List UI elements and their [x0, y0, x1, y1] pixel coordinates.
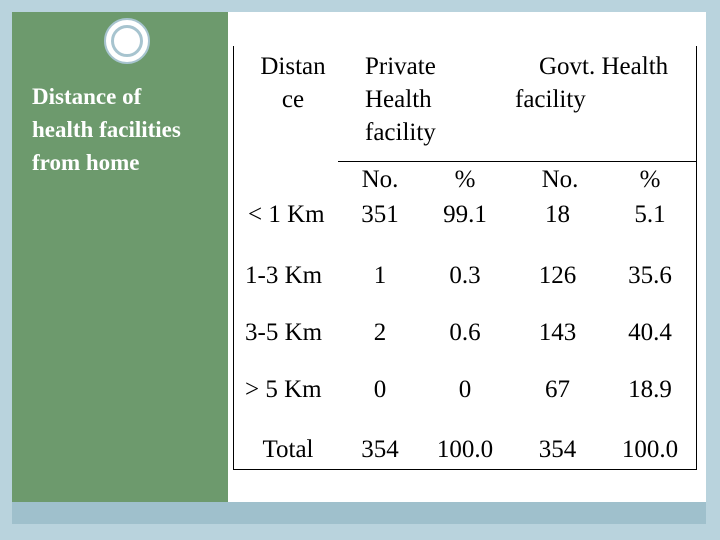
- header-private-line: facility: [365, 119, 436, 146]
- table-row-govt-pct: 40.4: [628, 319, 672, 346]
- header-govt: [515, 50, 695, 116]
- table-row-govt-pct: 100.0: [621, 436, 679, 463]
- subheader-govt-pct: %: [639, 166, 661, 193]
- subheader-private-no: No.: [361, 166, 399, 193]
- header-distance-line: ce: [281, 86, 305, 113]
- table-row-govt-pct: 5.1: [634, 201, 666, 228]
- table-row-distance: 3-5 Km: [245, 319, 323, 346]
- subheader-private-pct: %: [454, 166, 476, 193]
- table-row-govt-no: 67: [545, 376, 570, 403]
- table-row-private-pct: 0: [458, 376, 472, 403]
- table-row-distance: < 1 Km: [248, 201, 325, 228]
- sidebar-title-line: from home: [32, 150, 140, 175]
- table-row-distance: > 5 Km: [245, 376, 322, 403]
- header-private: [365, 50, 465, 149]
- table-row-private-pct: 0.6: [449, 319, 481, 346]
- table-row-govt-pct: 35.6: [628, 262, 672, 289]
- bottom-strip: [12, 502, 706, 524]
- sidebar-title-line: health facilities: [32, 117, 181, 142]
- header-divider: [338, 161, 697, 162]
- table-row-private-no: 2: [373, 319, 387, 346]
- subheader-govt-no: No.: [541, 166, 579, 193]
- header-distance-line: Distan: [260, 53, 326, 80]
- table-row-private-pct: 0.3: [449, 262, 481, 289]
- circle-ring-icon: [104, 18, 150, 64]
- header-distance: [248, 50, 338, 116]
- table-row-private-no: 0: [373, 376, 387, 403]
- table-row-private-pct: 99.1: [443, 201, 487, 228]
- table-row-distance: Total: [262, 436, 314, 463]
- header-private-line: Health: [365, 86, 432, 113]
- table-row-private-no: 1: [373, 262, 387, 289]
- header-govt-line: facility: [515, 86, 586, 113]
- table-row-govt-no: 143: [538, 319, 577, 346]
- table-row-private-pct: 100.0: [436, 436, 494, 463]
- sidebar-title: [32, 80, 222, 179]
- header-govt-line: Govt. Health: [539, 53, 669, 80]
- table-row-govt-pct: 18.9: [628, 376, 672, 403]
- table-row-distance: 1-3 Km: [245, 262, 323, 289]
- table-row-private-no: 354: [361, 436, 399, 463]
- table-row-govt-no: 126: [538, 262, 577, 289]
- table-row-govt-no: 18: [545, 201, 570, 228]
- header-private-line: Private: [365, 53, 436, 80]
- sidebar-title-line: Distance of: [32, 84, 142, 109]
- table-row-govt-no: 354: [538, 436, 577, 463]
- table-row-private-no: 351: [361, 201, 399, 228]
